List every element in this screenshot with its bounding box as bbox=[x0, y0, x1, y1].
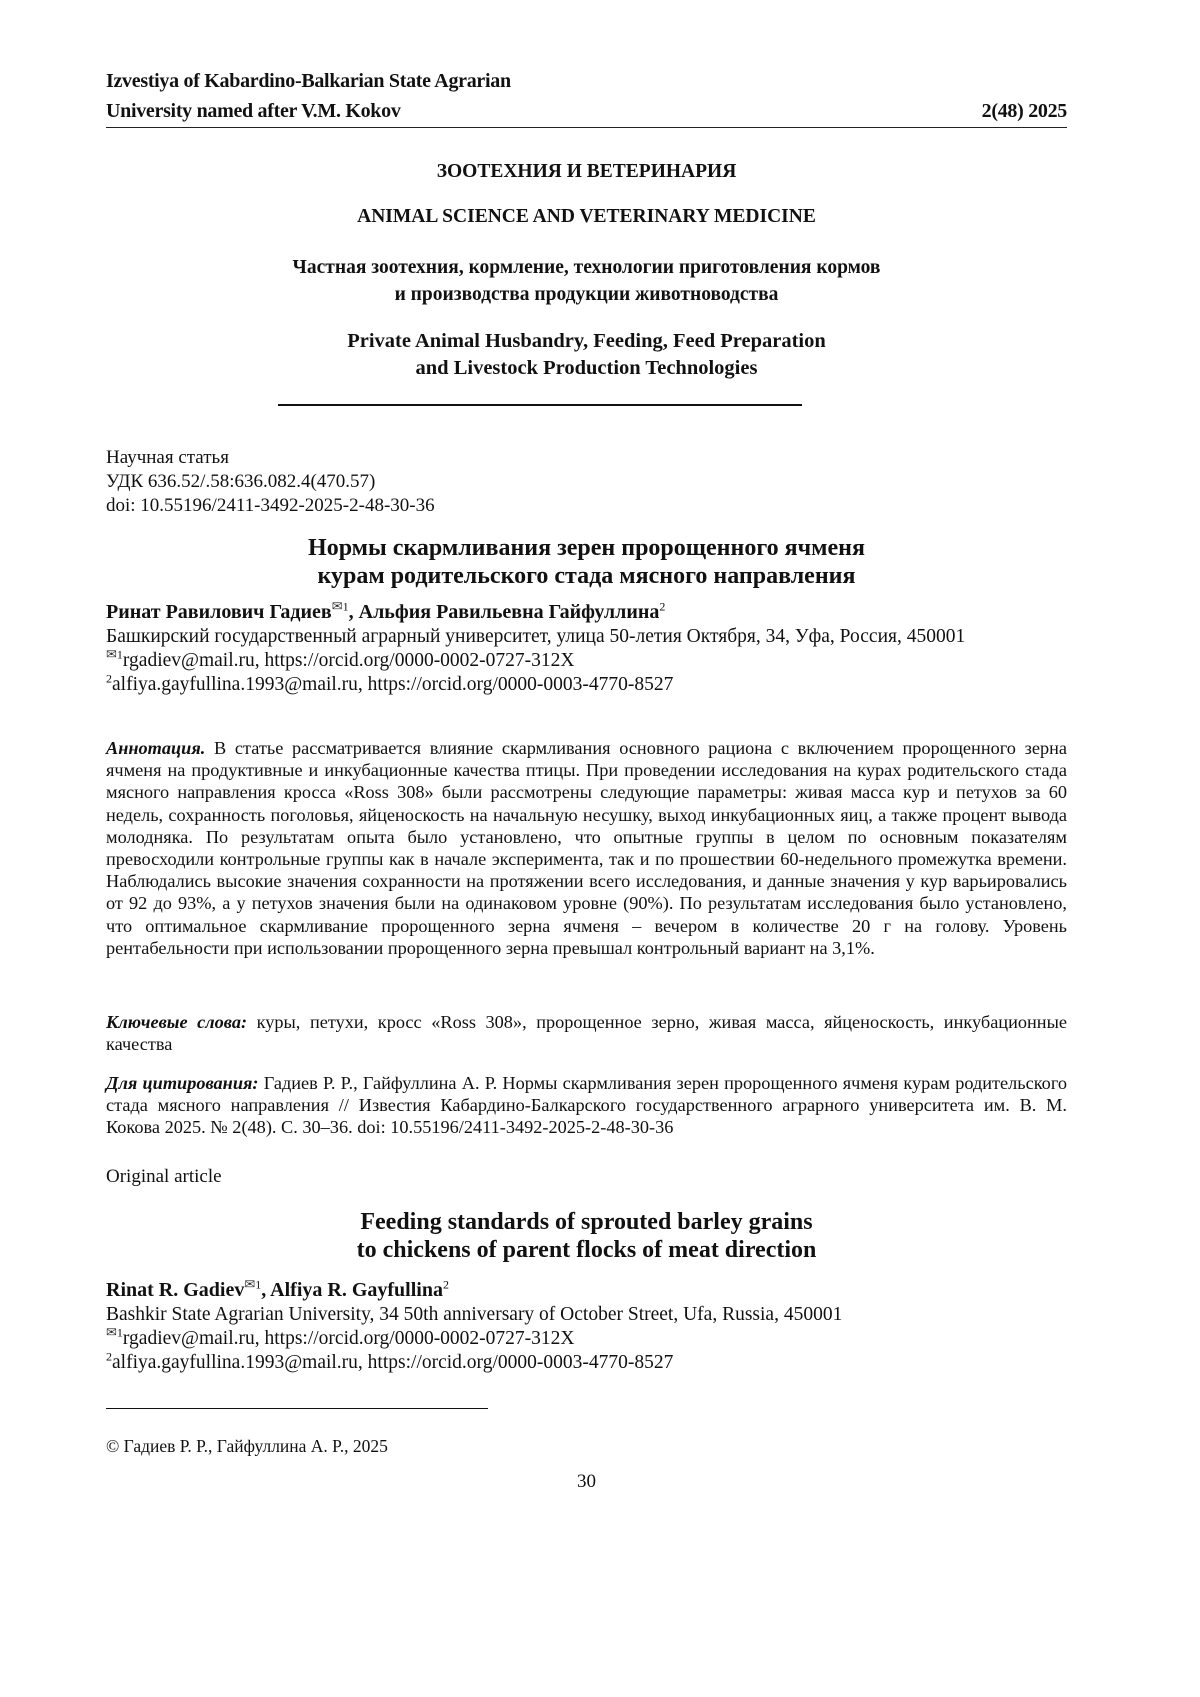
authors-en: Rinat R. Gadiev$^{✉1}$, Alfiya R. Gayfullina$^2$ Bashkir State Agrarian University, 34 50th anniversary of October Street, Ufa, Russia, 450001 $^{✉1}$rgadiev@mail.ru, https://orcid.org/0000-0002-0727-312X $^2$alfiya.gayfullina.1993@mail.ru, https://orcid.org/0000-0003-4770-8527 bbox=[106, 1278, 1067, 1375]
citation-label: Для цитирования: bbox=[106, 1073, 259, 1093]
section-title-en: ANIMAL SCIENCE AND VETERINARY MEDICINE bbox=[357, 206, 816, 227]
header-divider bbox=[106, 127, 1067, 128]
title-en-line1: Feeding standards of sprouted barley grains bbox=[360, 1209, 813, 1235]
abstract-text: В статье рассматривается влияние скармливания основного рациона с включением пророщенного зерна ячменя на продуктивные и инкубационные качества птицы. При проведении исследования на курах родительского стада мясного направления кросса «Ross 308» были рассмотрены следующие параметры: живая масса кур и петухов за 60 недель, сохранность поголовья, яйценоскость на начальную несушку, выход инкубационных яиц, а также процент вывода молодняка. По результатам опыта было установлено, что опытные группы в целом по основным показателям превосходили контрольные группы как в начале эксперимента, так и по прошествии 60-недельного промежутка времени. Наблюдались высокие значения сохранности на протяжении всего исследования, и данные значения у кур варьировались от 92 до 93%, а у петухов значения были на одинаковом уровне (90%). По результатам исследования было установлено, что оптимальное скармливание пророщенного зерна ячменя – вечером в количестве 20 г на голову. Уровень рентабельности при использовании пророщенного зерна превышал контрольный вариант на 3,1%. bbox=[106, 738, 1067, 958]
email-2-sup: 2 bbox=[106, 671, 112, 686]
footnote-rule bbox=[106, 1408, 488, 1409]
article-title-en bbox=[106, 1208, 1067, 1264]
subsection-ru-line1: Частная зоотехния, кормление, технологии приготовления кормов bbox=[292, 257, 881, 278]
article-type: Научная статья bbox=[106, 447, 229, 468]
issue-number: 2(48) 2025 bbox=[981, 100, 1067, 122]
subsection-en-line1: Private Animal Husbandry, Feeding, Feed Preparation bbox=[347, 330, 826, 352]
title-ru-line2: курам родительского стада мясного направления bbox=[317, 563, 856, 589]
journal-name-line1: Izvestiya of Kabardino-Balkarian State Agrarian bbox=[106, 70, 511, 92]
running-header bbox=[106, 66, 1067, 126]
subsection-en-line2: and Livestock Production Technologies bbox=[415, 357, 758, 379]
article-title-ru bbox=[106, 534, 1067, 590]
author-2-sup: 2 bbox=[659, 599, 666, 614]
email-1-en[interactable]: rgadiev@mail.ru, https://orcid.org/0000-0002-0727-312X bbox=[122, 1328, 575, 1349]
keywords-text: куры, петухи, кросс «Ross 308», пророщенное зерно, живая масса, яйценоскость, инкубационные качества bbox=[106, 1012, 1067, 1055]
journal-name-line2: University named after V.M. Kokov bbox=[106, 100, 401, 122]
citation-ru bbox=[106, 1072, 1067, 1139]
author-2: Альфия Равильевна Гайфуллина bbox=[358, 601, 660, 623]
envelope-icon: ✉ bbox=[244, 1276, 256, 1292]
section-rule bbox=[278, 404, 802, 406]
author-2-en-sup: 2 bbox=[442, 1277, 449, 1292]
author-1-en-sup: 1 bbox=[255, 1277, 262, 1292]
email-2-en-sup: 2 bbox=[106, 1349, 112, 1364]
abstract-label: Аннотация. bbox=[106, 738, 206, 758]
author-1-sup: 1 bbox=[342, 599, 349, 614]
authors-ru: Ринат Равилович Гадиев$^{✉1}$, Альфия Равильевна Гайфуллина$^2$ Башкирский государственный аграрный университет, улица 50-летия Октября, 34, Уфа, Россия, 450001 $^{✉1}$rgadiev@mail.ru, https://orcid.org/0000-0002-0727-312X $^2$alfiya.gayfullina.1993@mail.ru, https://orcid.org/0000-0003-4770-8527 bbox=[106, 600, 1067, 697]
article-type-en: Original article bbox=[106, 1166, 222, 1187]
citation-text: Гадиев Р. Р., Гайфуллина А. Р. Нормы скармливания зерен пророщенного ячменя курам родительского стада мясного направления // Известия Кабардино-Балкарского государственного аграрного университета им. В. М. Кокова 2025. № 2(48). С. 30–36. doi: 10.55196/2411-3492-2025-2-48-30-36 bbox=[106, 1073, 1067, 1138]
author-2-en: Alfiya R. Gayfullina bbox=[270, 1279, 443, 1301]
author-1-en: Rinat R. Gadiev bbox=[106, 1279, 245, 1301]
envelope-icon: ✉ bbox=[106, 646, 117, 662]
subsection-ru bbox=[106, 254, 1067, 308]
page-number: 30 bbox=[577, 1471, 596, 1492]
email-2[interactable]: alfiya.gayfullina.1993@mail.ru, https://orcid.org/0000-0003-4770-8527 bbox=[112, 674, 674, 695]
author-1: Ринат Равилович Гадиев bbox=[106, 601, 332, 623]
udk: УДК 636.52/.58:636.082.4(470.57) bbox=[106, 471, 376, 492]
keywords-ru bbox=[106, 1011, 1067, 1055]
subsection-en bbox=[106, 328, 1067, 382]
envelope-icon: ✉ bbox=[106, 1324, 117, 1340]
affiliation-en: Bashkir State Agrarian University, 34 50th anniversary of October Street, Ufa, Russia, 450001 bbox=[106, 1304, 843, 1325]
doi: doi: 10.55196/2411-3492-2025-2-48-30-36 bbox=[106, 495, 435, 516]
abstract-ru bbox=[106, 737, 1067, 959]
email-1-sup: 1 bbox=[116, 647, 123, 662]
envelope-icon: ✉ bbox=[331, 598, 343, 614]
section-title-ru: ЗООТЕХНИЯ И ВЕТЕРИНАРИЯ bbox=[436, 161, 737, 182]
article-meta bbox=[106, 446, 435, 518]
title-en-line2: to chickens of parent flocks of meat direction bbox=[356, 1237, 817, 1263]
subsection-ru-line2: и производства продукции животноводства bbox=[394, 284, 779, 305]
email-1[interactable]: rgadiev@mail.ru, https://orcid.org/0000-0002-0727-312X bbox=[122, 650, 575, 671]
email-2-en[interactable]: alfiya.gayfullina.1993@mail.ru, https://orcid.org/0000-0003-4770-8527 bbox=[112, 1352, 674, 1373]
keywords-label: Ключевые слова: bbox=[106, 1012, 248, 1032]
copyright: © Гадиев Р. Р., Гайфуллина А. Р., 2025 bbox=[106, 1436, 388, 1456]
affiliation: Башкирский государственный аграрный университет, улица 50-летия Октября, 34, Уфа, Россия, 450001 bbox=[106, 626, 966, 647]
title-ru-line1: Нормы скармливания зерен пророщенного ячменя bbox=[308, 535, 865, 561]
email-1-en-sup: 1 bbox=[116, 1325, 123, 1340]
